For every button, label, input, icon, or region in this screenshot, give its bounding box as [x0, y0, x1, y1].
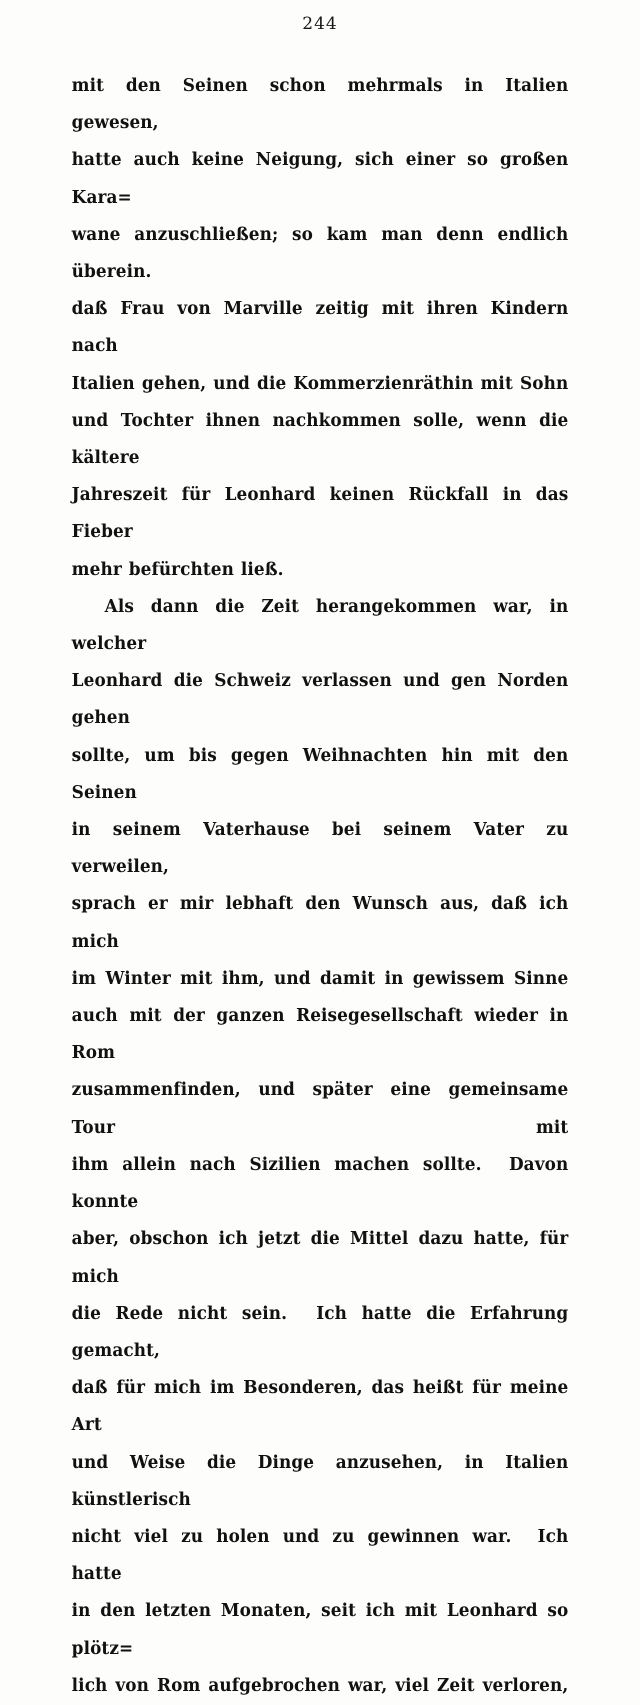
text-line: daß Frau von Marville zeitig mit ihren Kindern nach [71, 299, 576, 357]
text-line: zusammenfinden, und später eine gemeinsame Tour mit [71, 1080, 576, 1138]
text-line: ihm allein nach Sizilien machen sollte. Davon konnte [71, 1154, 576, 1213]
text-line: und Weise die Dinge anzusehen, in Italien künstlerisch [71, 1452, 576, 1510]
text-line: daß für mich im Besonderen, das heißt für meine Art [71, 1378, 576, 1436]
text-line: in den letzten Monaten, seit ich mit Leonhard so plötz= [71, 1601, 576, 1659]
text-line: aber, obschon ich jetzt die Mittel dazu hatte, für mich [71, 1229, 576, 1287]
text-line: wane anzuschließen; so kam man denn endlich überein. [71, 224, 576, 283]
paragraph-1 [64, 68, 576, 589]
text-line: die Rede nicht sein. Ich hatte die Erfahrung gemacht, [71, 1303, 576, 1361]
text-line: hatte auch keine Neigung, sich einer so großen Kara= [71, 150, 576, 208]
text-line: Als dann die Zeit herangekommen war, in welcher [71, 596, 576, 655]
text-line: Italien gehen, und die Kommerzienräthin mit Sohn [71, 373, 569, 394]
text-line: sprach er mir lebhaft den Wunsch aus, daß ich mich [71, 894, 576, 952]
text-line: nicht viel zu holen und zu gewinnen war. Ich hatte [71, 1526, 576, 1585]
page-number: 244 [302, 14, 338, 34]
text-line: in seinem Vaterhause bei seinem Vater zu verweilen, [71, 820, 576, 878]
text-line: sollte, um bis gegen Weihnachten hin mit den Seinen [71, 745, 576, 803]
text-line: mit den Seinen schon mehrmals in Italien gewesen, [71, 76, 576, 134]
text-line: lich von Rom aufgebrochen war, viel Zeit verloren, [71, 1675, 569, 1696]
text-line: Leonhard die Schweiz verlassen und gen Norden gehen [71, 671, 576, 729]
text-line: Jahreszeit für Leonhard keinen Rückfall in das Fieber [71, 485, 576, 543]
text-line: im Winter mit ihm, und damit in gewissem Sinne [71, 968, 569, 989]
page-text-body [64, 34, 576, 1705]
book-page [0, 14, 640, 1696]
text-line: und Tochter ihnen nachkommen solle, wenn die kältere [71, 410, 576, 469]
text-line: mehr befürchten ließ. [71, 559, 284, 580]
text-line: auch mit der ganzen Reisegesellschaft wieder in Rom [71, 1006, 576, 1064]
paragraph-2 [64, 589, 576, 1705]
